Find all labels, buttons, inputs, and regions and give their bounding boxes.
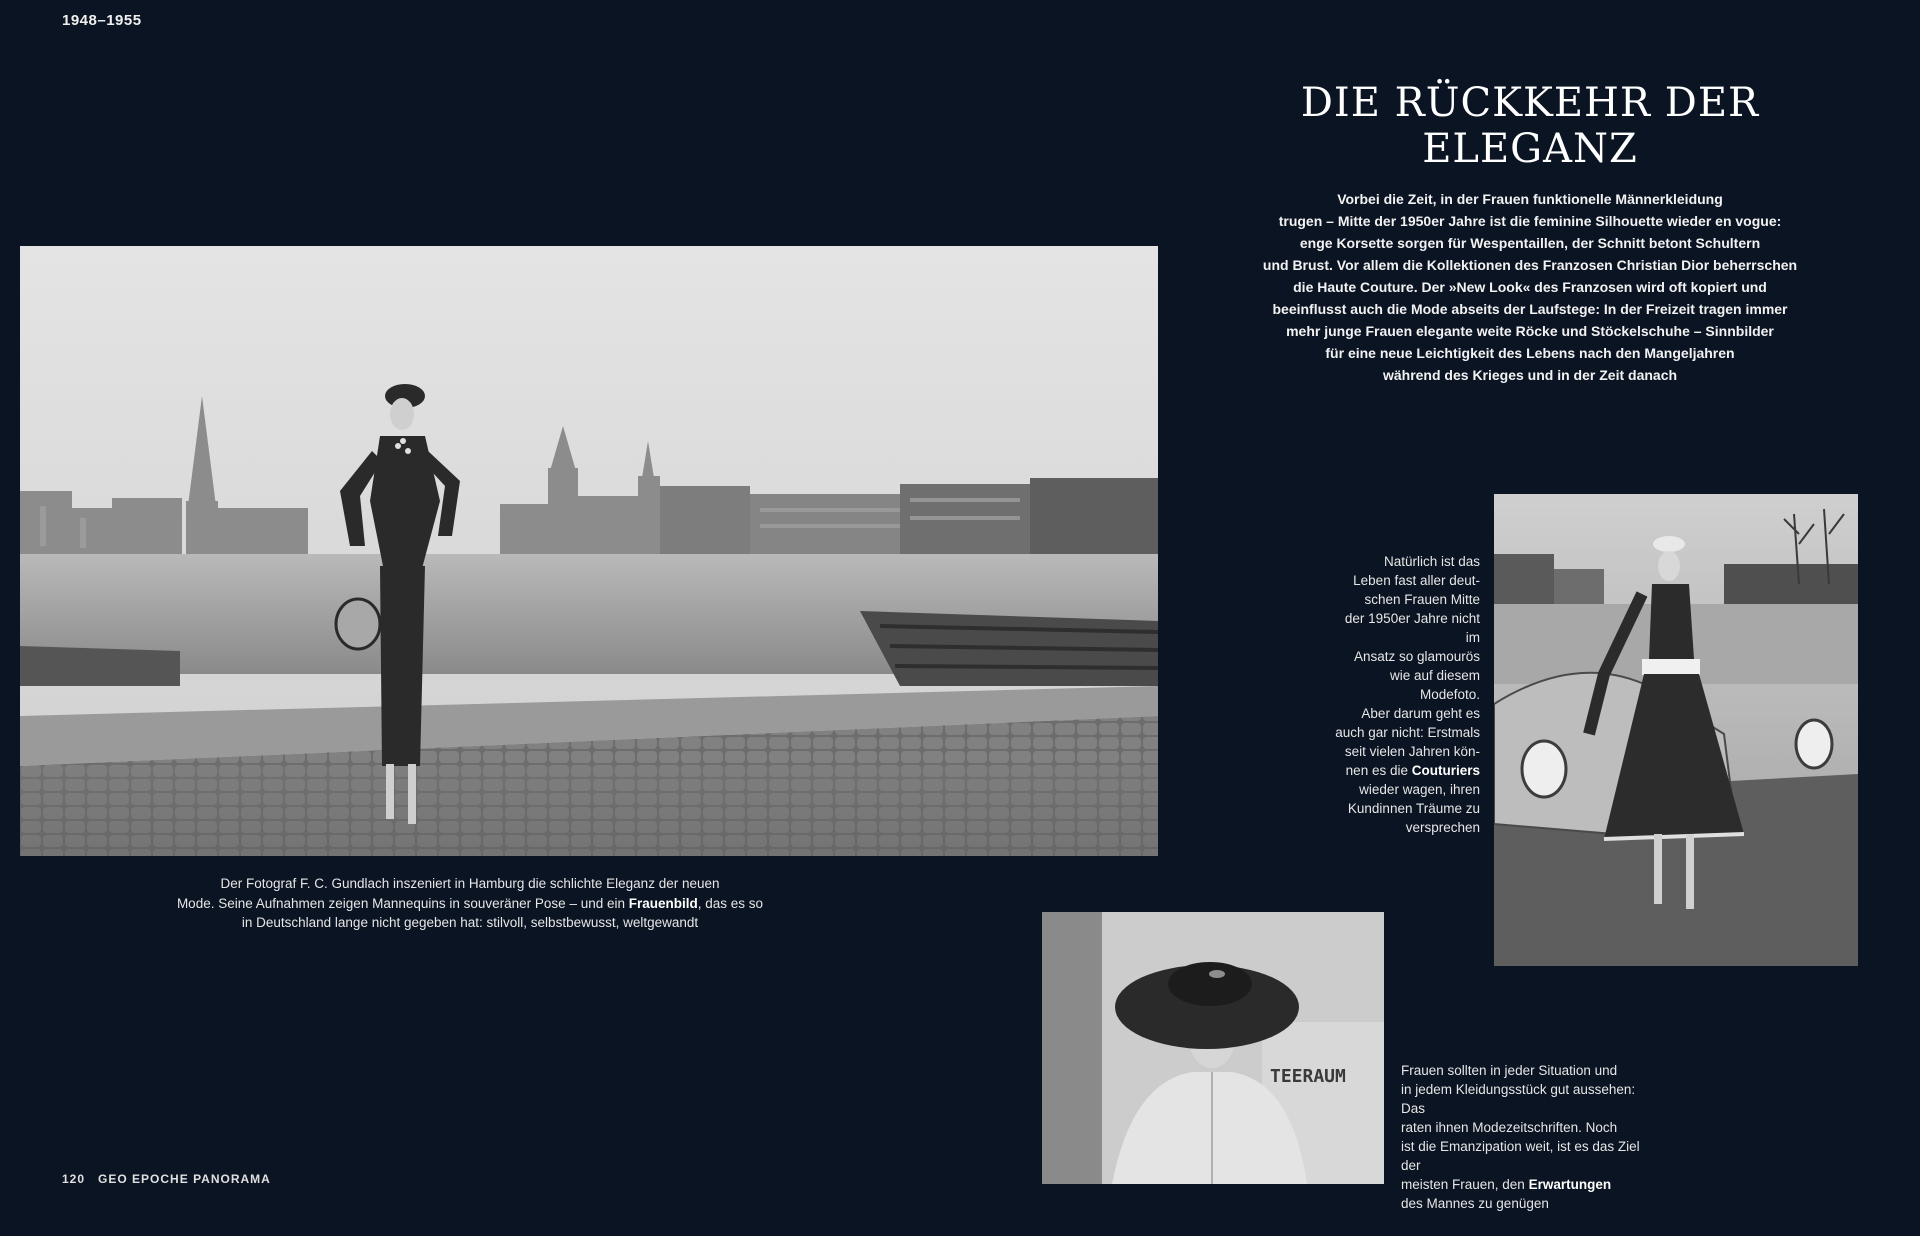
caption-line xyxy=(1401,1175,1661,1194)
lead-line: für eine neue Leichtigkeit des Lebens nach den Mangeljahren xyxy=(1325,345,1735,361)
caption-text: , das es so xyxy=(697,895,764,911)
caption-line: wieder wagen, ihren xyxy=(1359,782,1480,797)
lead-line: beeinflusst auch die Mode abseits der Laufstege: In der Freizeit tragen immer xyxy=(1272,301,1788,317)
main-photo-hamburg xyxy=(20,246,1158,856)
caption-line: der 1950er Jahre nicht im xyxy=(1344,611,1480,645)
photo-woman-with-car xyxy=(1494,494,1858,966)
lead-line: trugen – Mitte der 1950er Jahre ist die feminine Silhouette wieder en vogue: xyxy=(1278,213,1782,229)
caption-line xyxy=(1334,761,1480,780)
article-title xyxy=(1230,80,1830,172)
caption-line: Frauen sollten in jeder Situation und xyxy=(1401,1063,1618,1078)
caption-line: Aber darum geht es xyxy=(1361,706,1480,721)
caption-line: auch gar nicht: Erstmals xyxy=(1335,725,1480,740)
page-footer xyxy=(62,1172,271,1186)
lead-line: die Haute Couture. Der »New Look« des Franzosen wird oft kopiert und xyxy=(1293,279,1767,295)
caption-bold-term: Erwartungen xyxy=(1528,1177,1612,1192)
page-number: 120 xyxy=(62,1172,86,1186)
caption-line: wie auf diesem Modefoto. xyxy=(1389,668,1480,702)
caption-line: Ansatz so glamourös xyxy=(1353,649,1480,664)
title-line-2: ELEGANZ xyxy=(1422,126,1638,172)
caption-line: ist die Emanzipation weit, ist es das Ziel der xyxy=(1401,1139,1640,1173)
lead-line: enge Korsette sorgen für Wespentaillen, der Schnitt betont Schultern xyxy=(1299,235,1761,251)
caption-line: Kundinnen Träume zu xyxy=(1347,801,1480,816)
magazine-name: GEO EPOCHE PANORAMA xyxy=(98,1172,271,1186)
hat-photo-caption xyxy=(1401,1061,1661,1213)
caption-line: Natürlich ist das xyxy=(1383,554,1480,569)
car-photo-caption xyxy=(1334,552,1480,837)
caption-text: meisten Frauen, den xyxy=(1401,1177,1529,1192)
caption-line: schen Frauen Mitte xyxy=(1364,592,1480,607)
caption-line: seit vielen Jahren kön- xyxy=(1344,744,1480,759)
article-lead xyxy=(1250,188,1810,386)
caption-line: des Mannes zu genügen xyxy=(1401,1196,1549,1211)
caption-line: in Deutschland lange nicht gegeben hat: stilvoll, selbstbewusst, weltgewandt xyxy=(241,915,699,930)
section-years: 1948–1955 xyxy=(62,12,142,29)
caption-line: in jedem Kleidungsstück gut aussehen: Das xyxy=(1401,1082,1636,1116)
lead-line: und Brust. Vor allem die Kollektionen des Franzosen Christian Dior beherrschen xyxy=(1262,257,1798,273)
lead-line: mehr junge Frauen elegante weite Röcke und Stöckelschuhe – Sinnbilder xyxy=(1286,323,1774,339)
caption-line: Der Fotograf F. C. Gundlach inszeniert in Hamburg die schlichte Eleganz der neuen xyxy=(220,876,720,891)
caption-bold-term: Couturiers xyxy=(1411,763,1480,778)
caption-text: Mode. Seine Aufnahmen zeigen Mannequins in souveräner Pose – und ein xyxy=(176,895,629,911)
caption-line: Leben fast aller deut- xyxy=(1353,573,1480,588)
caption-bold-term: Frauenbild xyxy=(628,895,698,911)
lead-line: während des Krieges und in der Zeit danach xyxy=(1382,367,1678,383)
caption-line xyxy=(160,894,780,914)
main-photo-caption xyxy=(160,874,780,933)
caption-line: raten ihnen Modezeitschriften. Noch xyxy=(1401,1120,1618,1135)
lead-line: Vorbei die Zeit, in der Frauen funktionelle Männerkleidung xyxy=(1337,191,1723,207)
photo-woman-with-hat xyxy=(1042,912,1384,1184)
title-line-1: DIE RÜCKKEHR DER xyxy=(1300,80,1760,126)
caption-line: versprechen xyxy=(1405,820,1480,835)
caption-text: nen es die xyxy=(1345,763,1412,778)
teeraum-sign: TEERAUM xyxy=(1270,1066,1346,1087)
